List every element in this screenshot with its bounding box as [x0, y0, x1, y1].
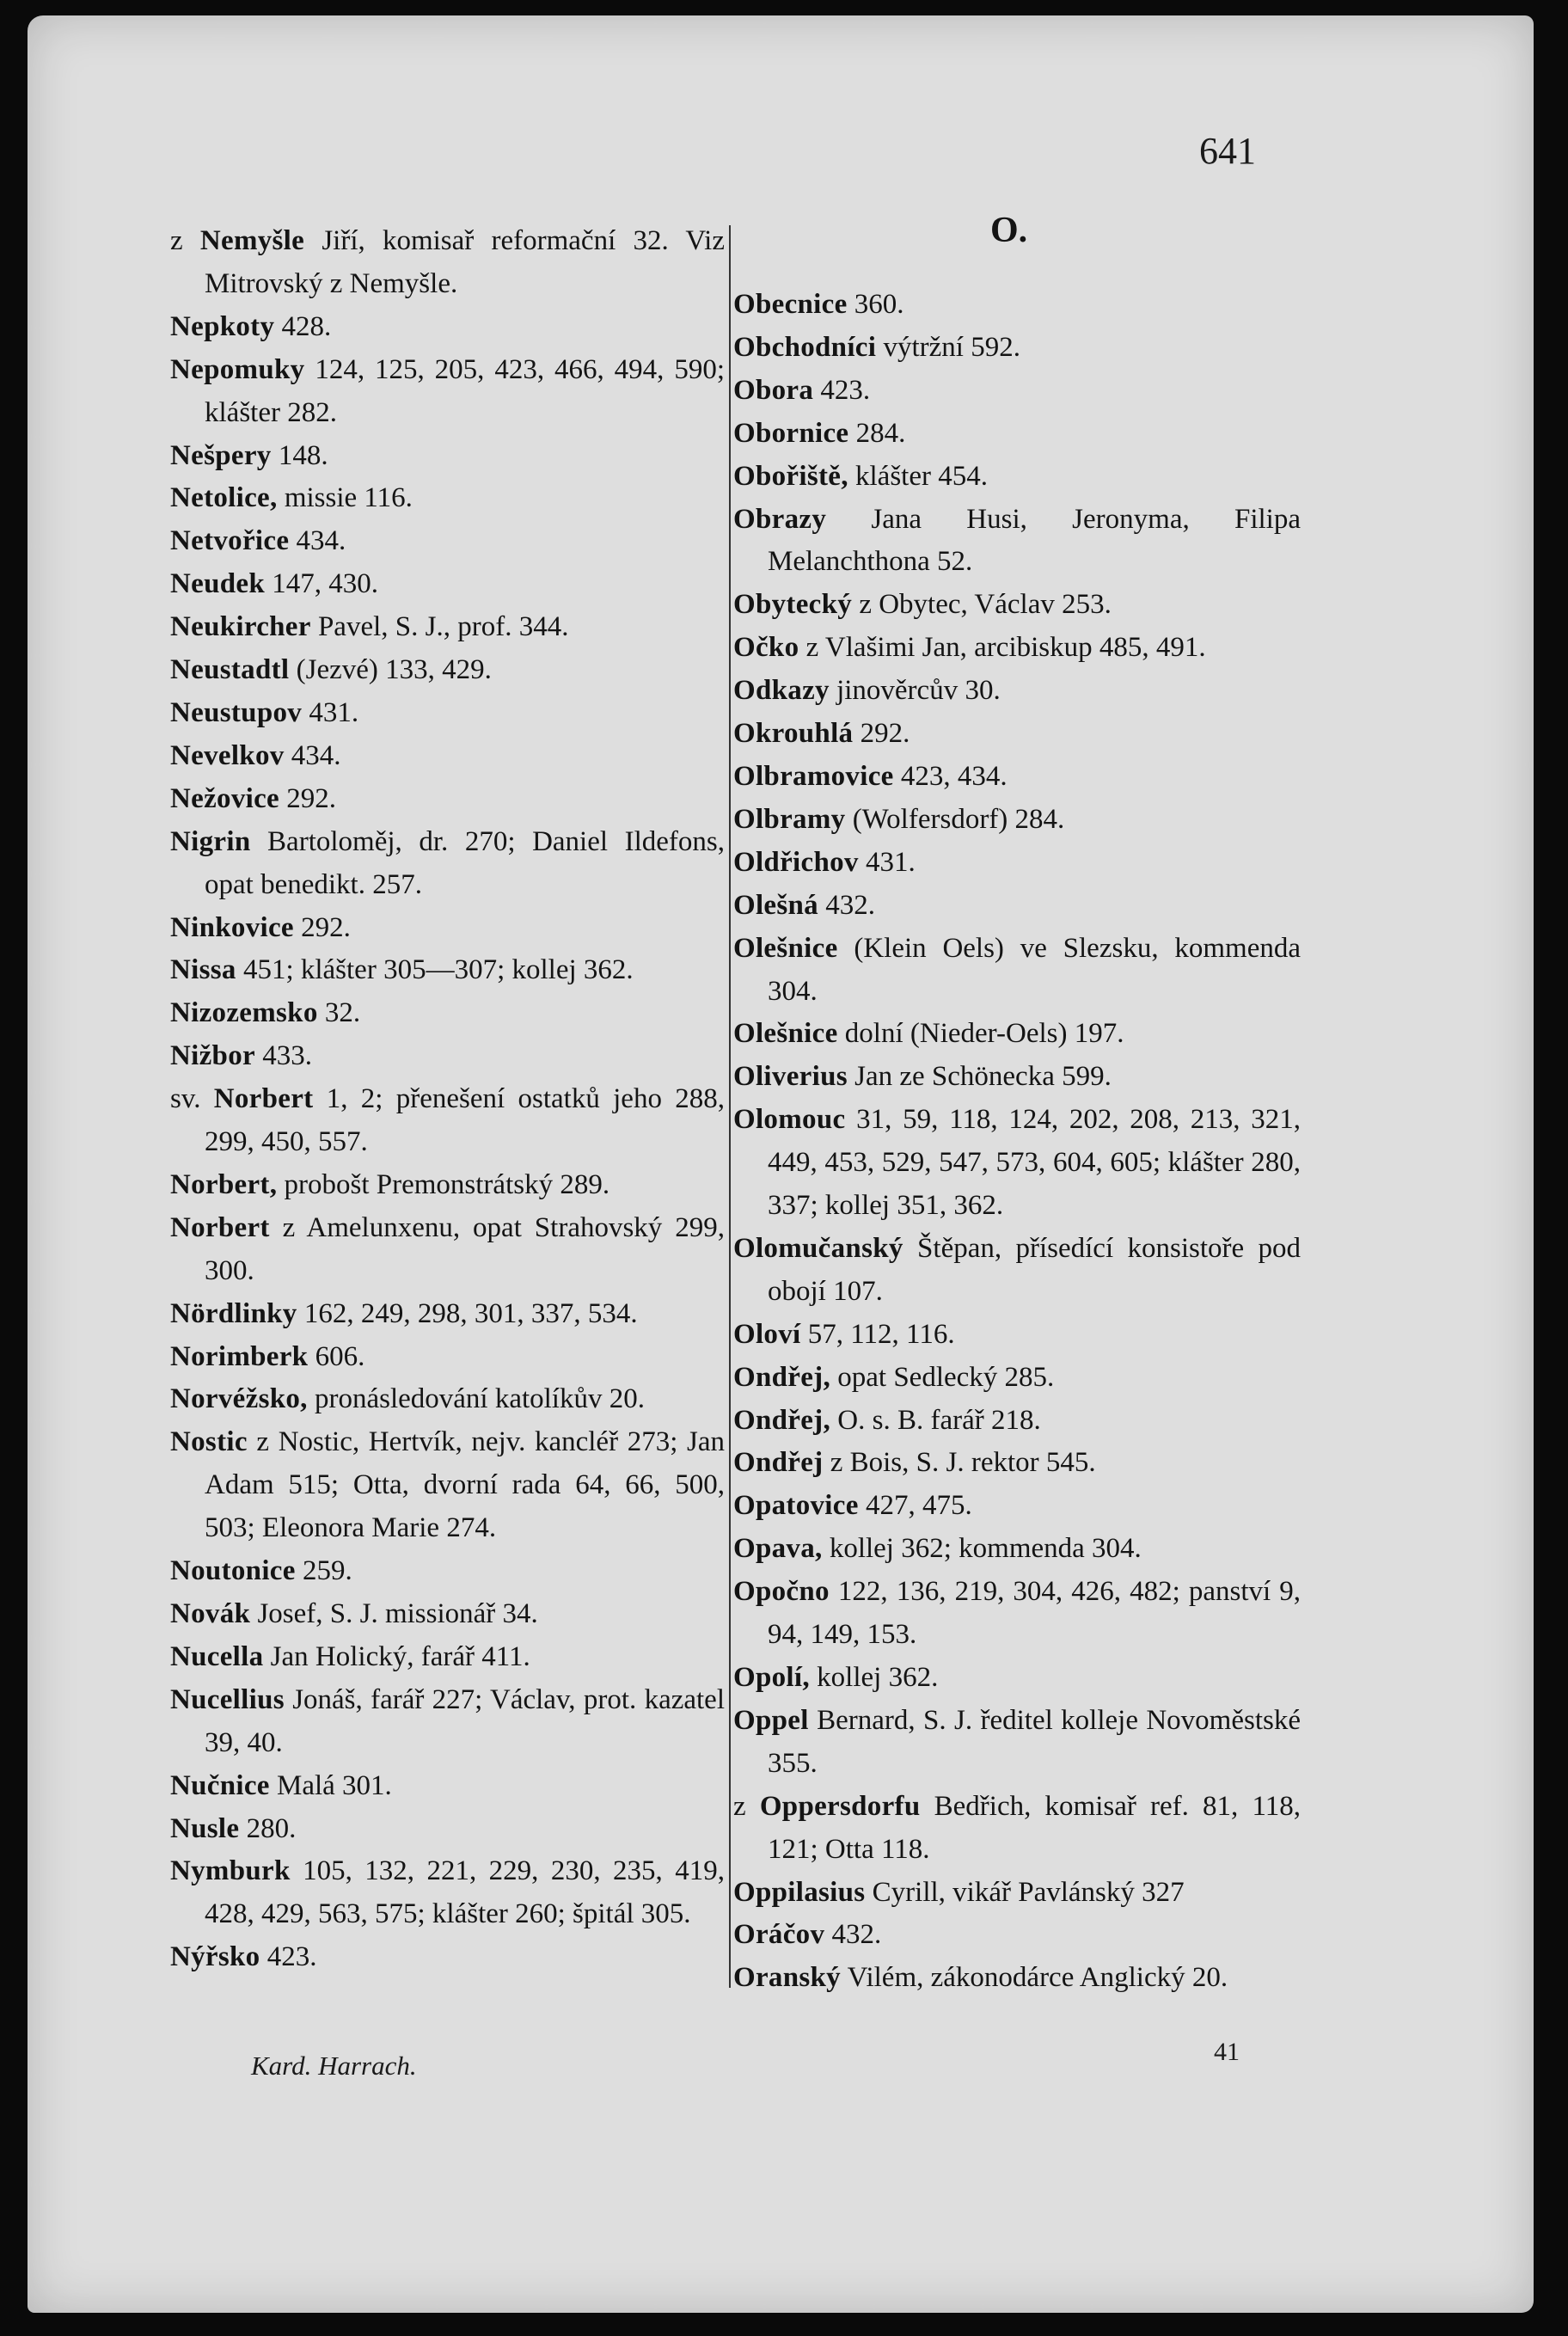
entry-details: 431.	[858, 846, 916, 878]
index-entry	[733, 1400, 1301, 1443]
entry-details: opat Sedlecký 285.	[830, 1361, 1055, 1393]
entry-details: (Wolfersdorf) 284.	[845, 803, 1065, 835]
index-entry	[733, 1700, 1301, 1786]
entry-headword: Oráčov	[733, 1919, 825, 1951]
index-entry	[170, 477, 725, 520]
entry-details: 122, 136, 219, 304, 426, 482; panství 9, 94, 149, 153.	[768, 1576, 1301, 1651]
index-entry	[733, 1442, 1301, 1485]
entry-details: 360.	[847, 289, 904, 320]
entry-headword: Neudek	[170, 568, 265, 600]
index-entry	[170, 735, 725, 778]
index-entry	[170, 1336, 725, 1379]
index-entry	[170, 692, 725, 735]
entry-headword: Nemyšle	[199, 225, 305, 256]
index-entry	[733, 1099, 1301, 1228]
entry-headword: Obecnice	[733, 289, 848, 320]
entry-details: 432.	[824, 1919, 882, 1951]
entry-details: Jan Holický, farář 411.	[263, 1640, 530, 1672]
entry-headword: Norbert	[213, 1083, 314, 1115]
entry-headword: Nizozemsko	[170, 997, 318, 1029]
index-entry	[170, 1636, 725, 1679]
entry-headword: Nevelkov	[170, 739, 285, 771]
index-entry	[733, 456, 1301, 499]
entry-details: 451; klášter 305—307; kollej 362.	[236, 954, 634, 986]
index-entry	[170, 1550, 725, 1593]
entry-headword: Neustupov	[170, 696, 303, 728]
entry-details: kollej 362; kommenda 304.	[822, 1533, 1142, 1565]
index-entry	[170, 520, 725, 563]
entry-headword: Netolice,	[170, 482, 278, 514]
entry-headword: Nusle	[170, 1812, 240, 1844]
entry-details: (Jezvé) 133, 429.	[289, 654, 492, 686]
entry-details: z Amelunxenu, opat Strahovský 299, 300.	[205, 1211, 725, 1286]
entry-details: probošt Premonstrátský 289.	[277, 1168, 610, 1200]
index-entry	[733, 1786, 1301, 1872]
entry-prefix: z	[733, 1790, 760, 1822]
entry-details: 32.	[317, 997, 361, 1029]
entry-headword: Norvéžsko,	[170, 1383, 308, 1415]
entry-headword: Nördlinky	[170, 1297, 297, 1329]
entry-headword: Nucellius	[170, 1683, 285, 1715]
index-entry	[170, 907, 725, 950]
index-entry	[170, 1808, 725, 1851]
entry-headword: Olbramovice	[733, 760, 894, 792]
entry-details: Vilém, zákonodárce Anglický 20.	[840, 1962, 1228, 1994]
index-entry	[733, 499, 1301, 585]
entry-headword: Olbramy	[733, 803, 846, 835]
index-entry	[733, 627, 1301, 670]
entry-headword: Olešná	[733, 889, 818, 921]
entry-headword: Obrazy	[733, 503, 827, 535]
entry-details: dolní (Nieder-Oels) 197.	[837, 1018, 1124, 1050]
entry-headword: Ondřej,	[733, 1404, 831, 1436]
index-entry	[733, 1872, 1301, 1915]
entry-headword: Nigrin	[170, 825, 251, 857]
index-entry	[170, 1765, 725, 1808]
index-entry	[170, 563, 725, 606]
entry-headword: Neustadtl	[170, 654, 290, 686]
entry-details: z Bois, S. J. rektor 545.	[823, 1447, 1096, 1479]
entry-details: pronásledování katolíkův 20.	[307, 1383, 645, 1415]
index-entry	[733, 284, 1301, 327]
column-divider	[729, 225, 731, 1988]
index-entry	[170, 1078, 725, 1164]
entry-details: 292.	[293, 911, 351, 943]
entry-details: Jonáš, farář 227; Václav, prot. kazatel 39, 40.	[205, 1683, 725, 1758]
entry-details: 606.	[308, 1340, 365, 1372]
entry-headword: Obytecký	[733, 589, 853, 621]
entry-headword: Oppel	[733, 1704, 809, 1736]
entry-headword: Očko	[733, 632, 799, 664]
entry-headword: Nežovice	[170, 782, 279, 814]
entry-details: 292.	[279, 782, 336, 814]
entry-details: Bartoloměj, dr. 270; Daniel Ildefons, opat benedikt. 257.	[205, 825, 725, 900]
index-entry	[733, 885, 1301, 928]
index-entry	[733, 1314, 1301, 1357]
entry-headword: Obořiště,	[733, 460, 848, 492]
entry-headword: Oloví	[733, 1318, 801, 1350]
entry-details: 423.	[260, 1941, 317, 1973]
index-entry	[733, 799, 1301, 842]
section-letter: O.	[990, 211, 1028, 250]
index-entry	[733, 413, 1301, 456]
index-entry	[733, 370, 1301, 413]
index-entry	[170, 649, 725, 692]
index-entry	[733, 1228, 1301, 1314]
entry-headword: Oppersdorfu	[759, 1790, 921, 1822]
index-entry	[170, 1679, 725, 1765]
index-entry	[170, 778, 725, 821]
entry-headword: Norbert,	[170, 1168, 278, 1200]
entry-headword: Odkazy	[733, 675, 830, 707]
index-entry	[170, 1593, 725, 1636]
entry-headword: Nepkoty	[170, 310, 275, 342]
entry-headword: Novák	[170, 1598, 251, 1629]
entry-headword: Opava,	[733, 1533, 823, 1565]
index-entry	[170, 949, 725, 992]
entry-headword: Opatovice	[733, 1490, 859, 1522]
index-entry	[733, 1571, 1301, 1657]
index-entry	[733, 756, 1301, 799]
entry-details: 124, 125, 205, 423, 466, 494, 590; klášter 282.	[205, 353, 725, 428]
entry-details: Štěpan, přísedící konsistoře pod obojí 107.	[768, 1232, 1301, 1307]
entry-details: O. s. B. farář 218.	[830, 1404, 1041, 1436]
index-entry	[170, 1164, 725, 1207]
entry-details: Pavel, S. J., prof. 344.	[310, 611, 569, 643]
entry-headword: Neukircher	[170, 611, 311, 643]
entry-headword: Obornice	[733, 417, 849, 449]
index-entry	[733, 842, 1301, 885]
entry-details: 292.	[853, 718, 910, 750]
index-entry	[170, 992, 725, 1035]
index-entry	[733, 327, 1301, 370]
entry-details: Jiří, komisař reformační 32. Viz Mitrovský z Nemyšle.	[205, 225, 725, 299]
entry-details: kollej 362.	[809, 1662, 939, 1693]
entry-details: Jana Husi, Jeronyma, Filipa Melanchthona 52.	[768, 503, 1301, 578]
index-entry	[170, 220, 725, 306]
entry-details: Josef, S. J. missionář 34.	[250, 1598, 538, 1629]
entry-details: z Obytec, Václav 253.	[852, 589, 1112, 621]
entry-headword: Oldřichov	[733, 846, 859, 878]
entry-headword: Oppilasius	[733, 1876, 866, 1908]
entry-details: 432.	[818, 889, 875, 921]
entry-headword: Nymburk	[170, 1855, 291, 1887]
entry-details: Bernard, S. J. ředitel kolleje Novoměstské 355.	[768, 1704, 1301, 1779]
entry-headword: Nešpery	[170, 439, 272, 471]
index-entry	[170, 306, 725, 349]
entry-details: výtržní 592.	[876, 331, 1020, 363]
entry-prefix: z	[170, 225, 200, 256]
index-entry	[733, 1485, 1301, 1528]
entry-headword: Norbert	[170, 1211, 270, 1243]
entry-headword: Olešnice	[733, 932, 838, 964]
entry-headword: Nižbor	[170, 1040, 255, 1072]
entry-details: 105, 132, 221, 229, 230, 235, 419, 428, 429, 563, 575; klášter 260; špitál 305.	[205, 1855, 725, 1930]
index-entry	[170, 1421, 725, 1550]
right-index-column	[733, 284, 1301, 2000]
entry-details: Jan ze Schönecka 599.	[847, 1061, 1112, 1093]
left-index-column	[170, 220, 725, 1979]
index-entry	[170, 435, 725, 478]
entry-details: Cyrill, vikář Pavlánský 327	[865, 1876, 1185, 1908]
entry-details: z Vlašimi Jan, arcibiskup 485, 491.	[799, 632, 1206, 664]
entry-prefix: sv.	[170, 1083, 214, 1115]
index-entry	[170, 606, 725, 649]
entry-details: 259.	[295, 1555, 352, 1587]
index-entry	[733, 713, 1301, 756]
entry-headword: Netvořice	[170, 525, 290, 557]
index-entry	[170, 1850, 725, 1936]
index-entry	[733, 1957, 1301, 2000]
index-entry	[170, 1378, 725, 1421]
signature-mark: 41	[1214, 2038, 1240, 2066]
entry-headword: Olomouc	[733, 1104, 846, 1136]
entry-details: klášter 454.	[848, 460, 988, 492]
entry-headword: Opočno	[733, 1576, 830, 1608]
index-entry	[733, 928, 1301, 1014]
index-entry	[733, 584, 1301, 627]
entry-details: 1, 2; přenešení ostatků jeho 288, 299, 450, 557.	[205, 1083, 725, 1158]
entry-headword: Oranský	[733, 1962, 841, 1994]
entry-details: Bedřich, komisař ref. 81, 118, 121; Otta 118.	[768, 1790, 1301, 1865]
entry-details: 423.	[813, 374, 871, 406]
entry-details: 434.	[284, 739, 341, 771]
index-entry	[733, 1657, 1301, 1700]
entry-details: 148.	[271, 439, 328, 471]
index-entry	[733, 1914, 1301, 1957]
entry-headword: Norimberk	[170, 1340, 309, 1372]
entry-headword: Nýřsko	[170, 1941, 260, 1973]
entry-headword: Nissa	[170, 954, 236, 986]
entry-headword: Nepomuky	[170, 353, 305, 385]
index-entry	[170, 1035, 725, 1078]
entry-details: 427, 475.	[858, 1490, 972, 1522]
index-entry	[170, 1293, 725, 1336]
index-entry	[170, 349, 725, 435]
index-entry	[733, 1056, 1301, 1099]
entry-details: 162, 249, 298, 301, 337, 534.	[297, 1297, 638, 1329]
entry-headword: Olomučanský	[733, 1232, 903, 1264]
entry-details: (Klein Oels) ve Slezsku, kommenda 304.	[768, 932, 1301, 1007]
footer-signature: Kard. Harrach.	[251, 2051, 417, 2081]
index-entry	[170, 821, 725, 907]
entry-headword: Nucella	[170, 1640, 264, 1672]
entry-details: 431.	[302, 696, 359, 728]
entry-details: 423, 434.	[893, 760, 1008, 792]
entry-headword: Ondřej	[733, 1447, 824, 1479]
entry-details: jinověrcův 30.	[829, 675, 1001, 707]
index-entry	[733, 1528, 1301, 1571]
entry-details: 280.	[239, 1812, 297, 1844]
entry-headword: Ondřej,	[733, 1361, 831, 1393]
entry-details: 147, 430.	[265, 568, 378, 600]
entry-headword: Nučnice	[170, 1769, 270, 1801]
entry-details: Malá 301.	[269, 1769, 392, 1801]
index-entry	[170, 1936, 725, 1979]
entry-details: z Nostic, Hertvík, nejv. kancléř 273; Jan Adam 515; Otta, dvorní rada 64, 66, 500, 503; Eleonora Marie 274.	[205, 1426, 725, 1544]
entry-details: 57, 112, 116.	[800, 1318, 955, 1350]
entry-headword: Noutonice	[170, 1555, 296, 1587]
entry-details: missie 116.	[277, 482, 413, 514]
entry-details: 428.	[274, 310, 332, 342]
entry-headword: Olešnice	[733, 1018, 838, 1050]
entry-details: 284.	[848, 417, 906, 449]
entry-headword: Nostic	[170, 1426, 248, 1458]
entry-details: 434.	[289, 525, 346, 557]
index-entry	[733, 1013, 1301, 1056]
index-entry	[170, 1207, 725, 1293]
page-number: 641	[1199, 130, 1256, 172]
entry-details: 31, 59, 118, 124, 202, 208, 213, 321, 449, 453, 529, 547, 573, 604, 605; klášter 280, 337; kollej 351, 362.	[768, 1104, 1301, 1222]
entry-headword: Ninkovice	[170, 911, 294, 943]
entry-headword: Okrouhlá	[733, 718, 854, 750]
index-entry	[733, 670, 1301, 713]
entry-headword: Opolí,	[733, 1662, 810, 1693]
entry-headword: Oliverius	[733, 1061, 848, 1093]
entry-headword: Obora	[733, 374, 814, 406]
entry-details: 433.	[254, 1040, 312, 1072]
index-entry	[733, 1357, 1301, 1400]
entry-headword: Obchodníci	[733, 331, 877, 363]
